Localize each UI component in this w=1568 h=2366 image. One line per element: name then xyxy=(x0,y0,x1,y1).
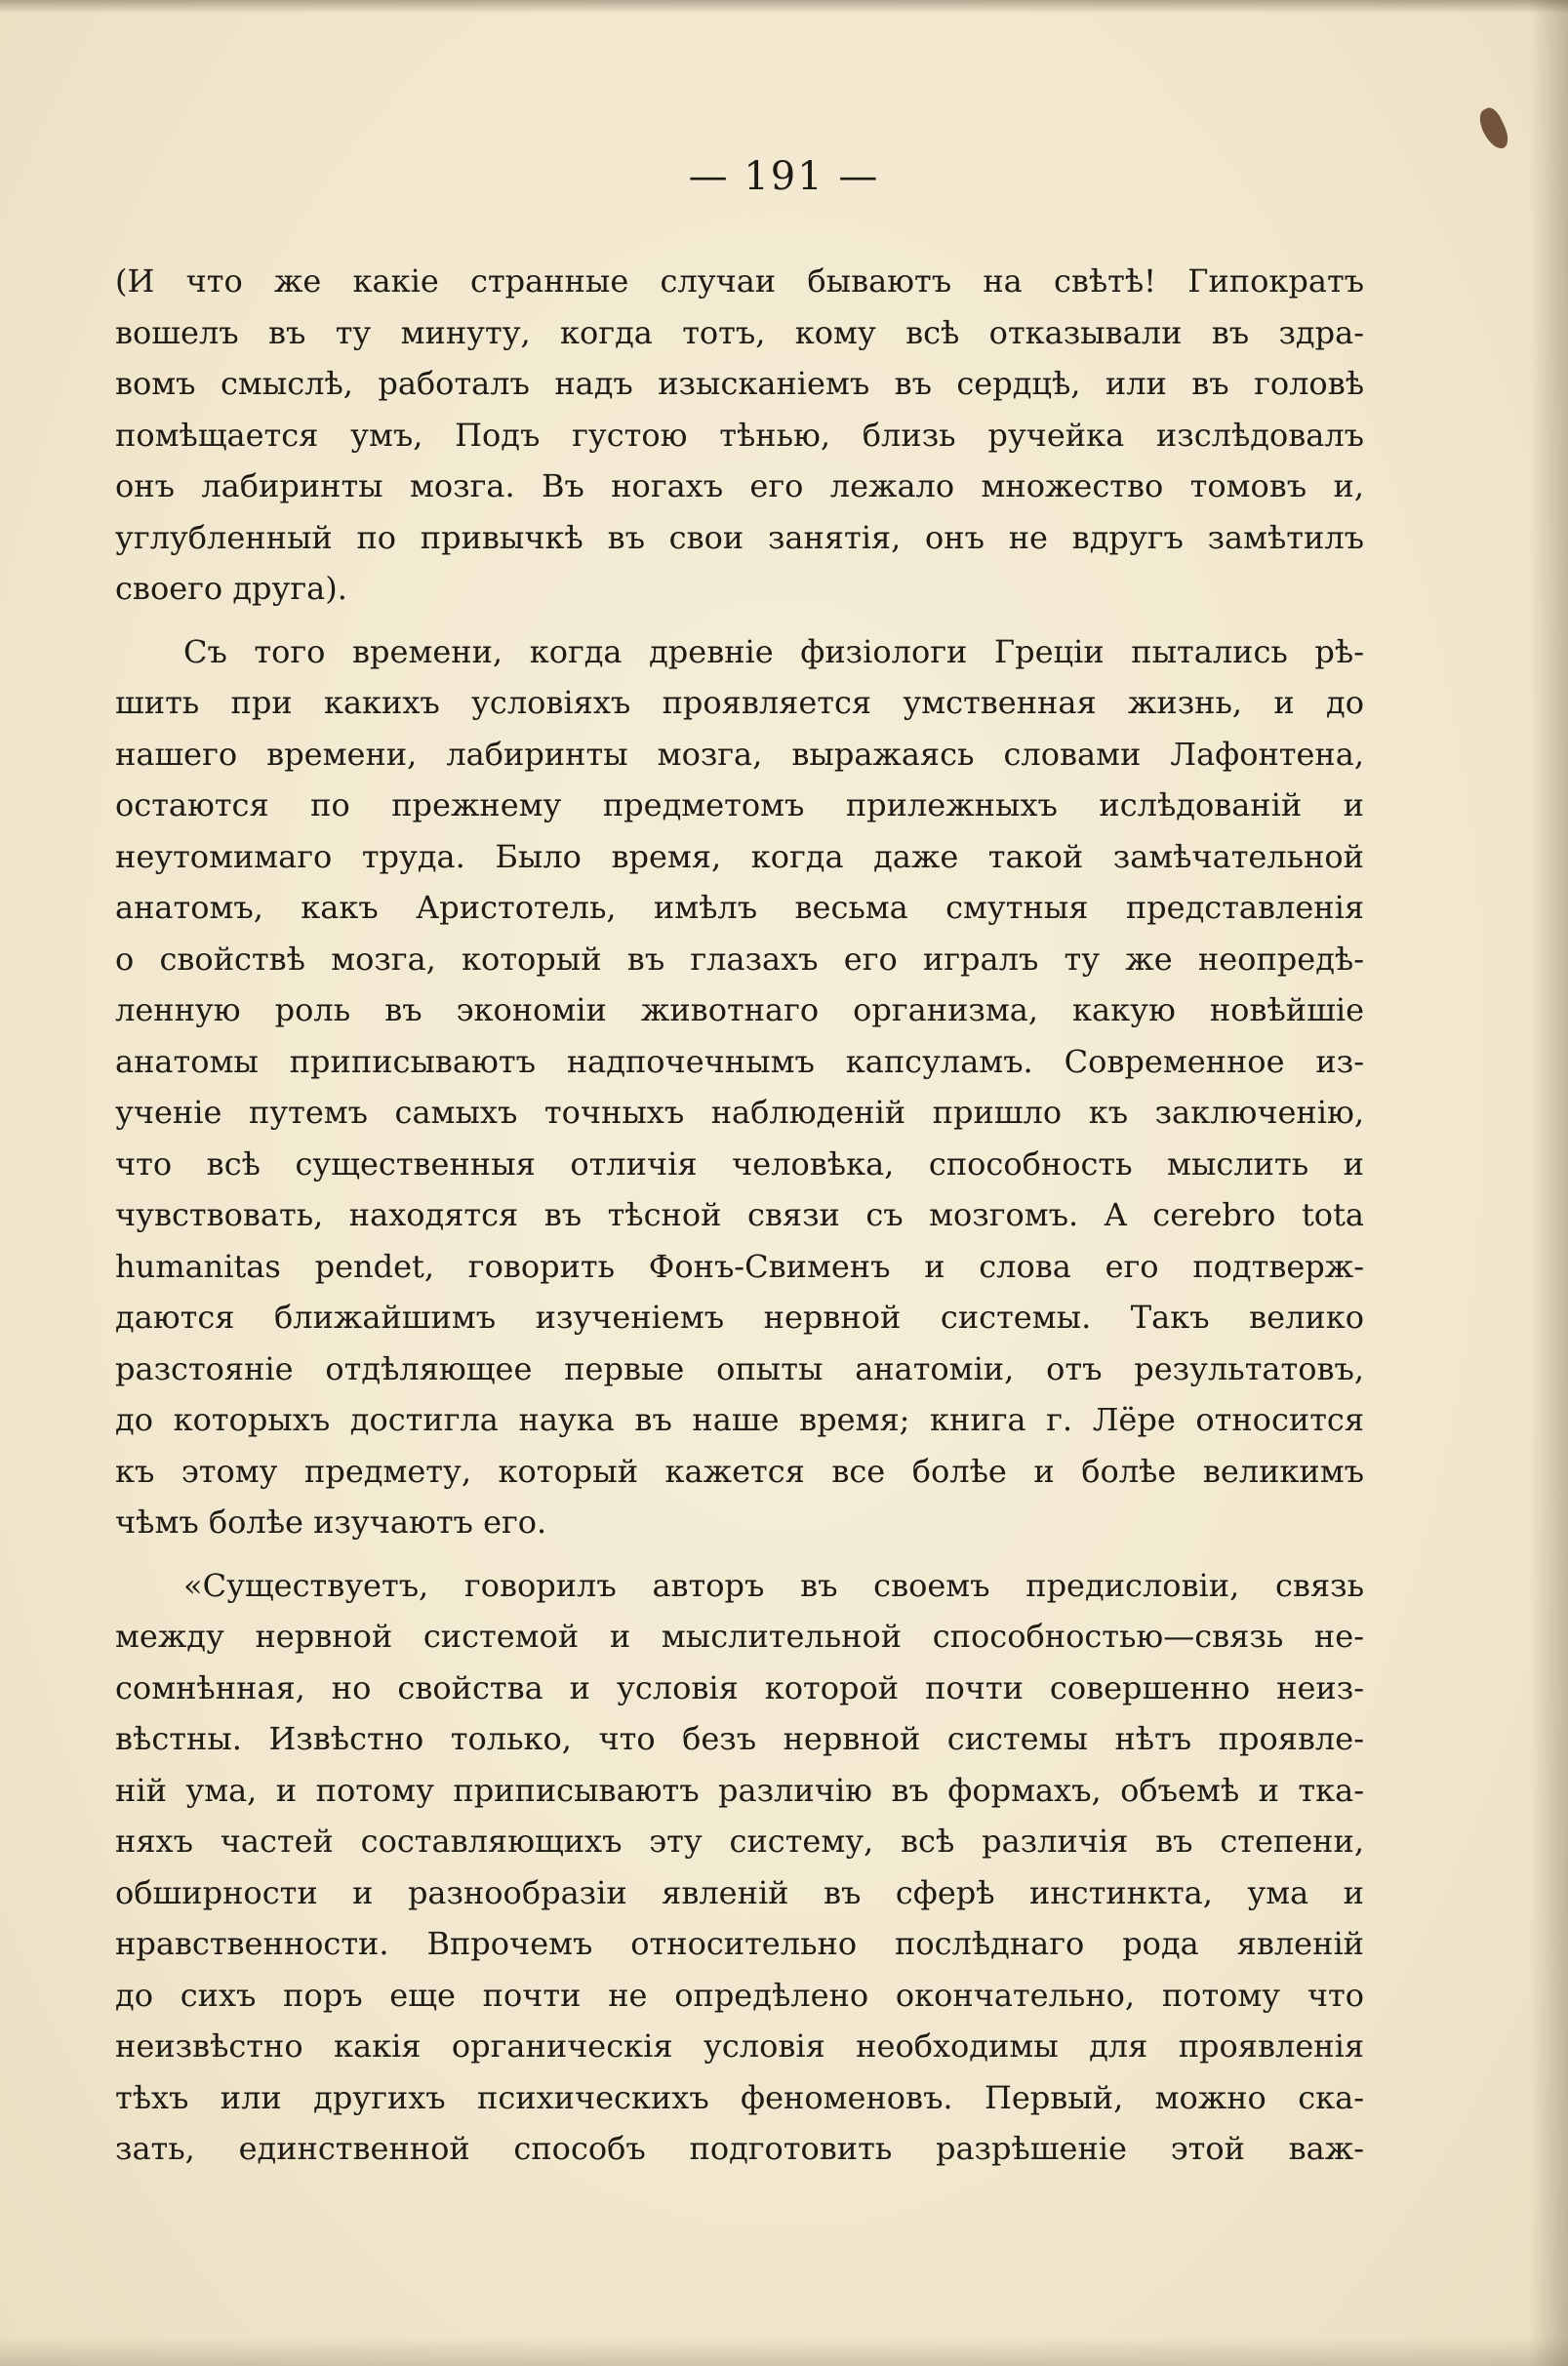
text-line: вѣстны. Извѣстно только, что безъ нервной системы нѣтъ проявле- xyxy=(115,1720,1364,1757)
text-line: неутомимаго труда. Было время, когда даже такой замѣчательной xyxy=(115,837,1364,875)
text-line: до сихъ поръ еще почти не опредѣлено окончательно, потому что xyxy=(115,1976,1364,2014)
text-line: няхъ частей составляющихъ эту систему, всѣ различія въ степени, xyxy=(115,1823,1364,1860)
text-line: обширности и разнообразіи явленій въ сферѣ инстинкта, ума и xyxy=(115,1873,1364,1911)
text-line: вошелъ въ ту минуту, когда тотъ, кому всѣ отказывали въ здра- xyxy=(115,313,1364,351)
paragraph-gap xyxy=(115,1548,1364,1560)
text-line: «Существуетъ, говорилъ авторъ въ своемъ предисловіи, связь xyxy=(183,1566,1364,1604)
text-line: тѣхъ или другихъ психическихъ феноменовъ. Первый, можно ска- xyxy=(115,2078,1364,2116)
text-line: своего друга). xyxy=(115,570,347,607)
text-line: неизвѣстно какія органическія условія необходимы для проявленія xyxy=(115,2027,1364,2065)
paragraph xyxy=(115,1560,1364,2175)
text-line: къ этому предмету, который кажется все болѣе и болѣе великимъ xyxy=(115,1452,1364,1490)
text-line: чувствовать, находятся въ тѣсной связи съ мозгомъ. A cerebro tota xyxy=(115,1196,1364,1233)
page-top-shadow xyxy=(0,0,1568,14)
text-line: чѣмъ болѣе изучаютъ его. xyxy=(115,1504,547,1541)
text-line: углубленный по привычкѣ въ свои занятія, онъ не вдругъ замѣтилъ xyxy=(115,518,1364,556)
ink-stain xyxy=(1475,104,1513,152)
text-line: нравственности. Впрочемъ относительно послѣднаго рода явленій xyxy=(115,1925,1364,1962)
text-line: зать, единственной способъ подготовить разрѣшеніе этой важ- xyxy=(115,2130,1364,2167)
text-line: даются ближайшимъ изученіемъ нервной системы. Такъ велико xyxy=(115,1299,1364,1336)
body-text xyxy=(115,256,1364,2175)
text-line: ній ума, и потому приписываютъ различію въ формахъ, объемѣ и тка- xyxy=(115,1771,1364,1809)
text-line: между нервной системой и мыслительной способностью—связь не- xyxy=(115,1618,1364,1655)
text-line: Съ того времени, когда древніе физіологи Греціи пытались рѣ- xyxy=(183,632,1364,670)
text-line: анатомъ, какъ Аристотель, имѣлъ весьма смутныя представленія xyxy=(115,889,1364,926)
text-line: (И что же какіе странные случаи бываютъ на свѣтѣ! Гипократъ xyxy=(115,262,1364,300)
text-line: ученіе путемъ самыхъ точныхъ наблюденій пришло къ заключенію, xyxy=(115,1094,1364,1131)
text-line: онъ лабиринты мозга. Въ ногахъ его лежало множество томовъ и, xyxy=(115,467,1364,504)
page-bottom-shadow xyxy=(0,2337,1568,2366)
text-line: сомнѣнная, но свойства и условія которой почти совершенно неиз- xyxy=(115,1668,1364,1706)
paragraph xyxy=(115,626,1364,1548)
text-line: о свойствѣ мозга, который въ глазахъ его игралъ ту же неопредѣ- xyxy=(115,940,1364,978)
paragraph-gap xyxy=(115,615,1364,626)
text-line: до которыхъ достигла наука въ наше время; книга г. Лёре относится xyxy=(115,1401,1364,1438)
text-line: что всѣ существенныя отличія человѣка, способность мыслить и xyxy=(115,1144,1364,1183)
text-line: шить при какихъ условіяхъ проявляется умственная жизнь, и до xyxy=(115,684,1364,721)
text-line: разстояніе отдѣляющее первые опыты анатоміи, отъ результатовъ, xyxy=(115,1349,1364,1387)
page-edge-shadow xyxy=(1529,0,1568,2366)
text-line: нашего времени, лабиринты мозга, выражаясь словами Лафонтена, xyxy=(115,735,1364,773)
text-line: помѣщается умъ, Подъ густою тѣнью, близь ручейка изслѣдовалъ xyxy=(115,416,1364,454)
text-line: вомъ смыслѣ, работалъ надъ изысканіемъ въ сердцѣ, или въ головѣ xyxy=(115,365,1364,402)
page-number: — 191 — xyxy=(688,154,880,199)
text-line: humanitas pendet, говорить Фонъ-Свименъ и слова его подтверж- xyxy=(115,1247,1364,1285)
text-line: ленную роль въ экономіи животнаго организма, какую новѣйшіе xyxy=(115,991,1364,1028)
text-line: остаются по прежнему предметомъ прилежныхъ ислѣдованій и xyxy=(115,786,1364,823)
text-line: анатомы приписываютъ надпочечнымъ капсуламъ. Современное из- xyxy=(115,1042,1364,1080)
paragraph xyxy=(115,256,1364,615)
